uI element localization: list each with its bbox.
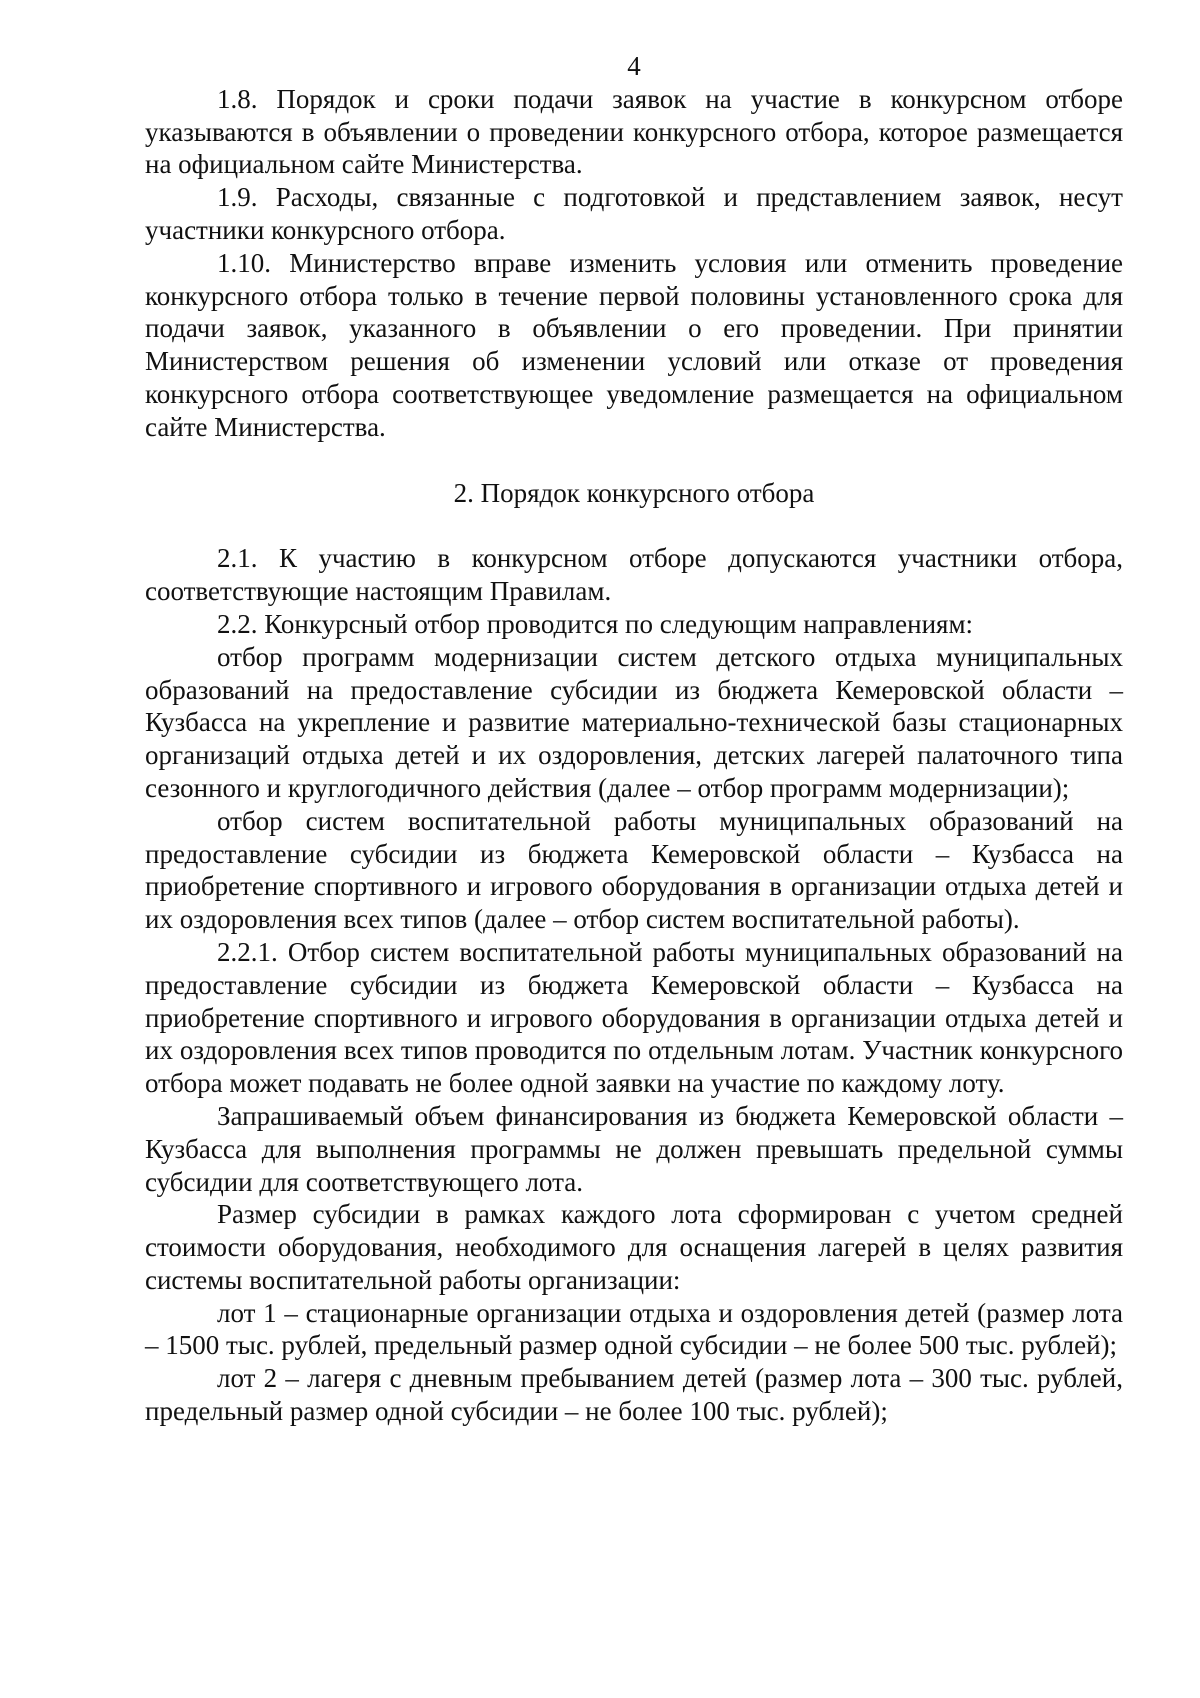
- section-title: 2. Порядок конкурсного отбора: [453, 477, 815, 508]
- paragraph-lot-1: лот 1 – стационарные организации отдыха и оздоровления детей (размер лота – 1500 тыс. рублей, предельный размер одной субсидии – не более 500 тыс. рублей);: [145, 1297, 1123, 1361]
- paragraph-1-10: 1.10. Министерство вправе изменить условия или отменить проведение конкурсного отбора только в течение первой половины установленного срока для подачи заявок, указанного в объявлении о его проведении. При принятии Министерством решения об изменении условий или отказе от проведения конкурсного отбора соответствующее уведомление размещается на официальном сайте Министерства.: [145, 247, 1123, 442]
- paragraph-lot-2: лот 2 – лагеря с дневным пребыванием детей (размер лота – 300 тыс. рублей, предельный размер одной субсидии – не более 100 тыс. рублей);: [145, 1363, 1123, 1427]
- paragraph-1-9: 1.9. Расходы, связанные с подготовкой и представлением заявок, несут участники конкурсного отбора.: [145, 182, 1123, 245]
- paragraph-2-2-1: 2.2.1. Отбор систем воспитательной работы муниципальных образований на предоставление субсидии из бюджета Кемеровской области – Кузбасса на приобретение спортивного и игрового оборудования в организации отдыха детей и их оздоровления всех типов проводится по отдельным лотам. Участник конкурсного отбора может подавать не более одной заявки на участие по каждому лоту.: [145, 936, 1123, 1099]
- paragraph-subsidy-size: Размер субсидии в рамках каждого лота сформирован с учетом средней стоимости оборудования, необходимого для оснащения лагерей в целях развития системы воспитательной работы организации:: [145, 1199, 1123, 1295]
- paragraph-2-2: 2.2. Конкурсный отбор проводится по следующим направлениям:: [217, 608, 974, 639]
- paragraph-educational-selection: отбор систем воспитательной работы муниципальных образований на предоставление субсидии из бюджета Кемеровской области – Кузбасса на приобретение спортивного и игрового оборудования в организации отдыха детей и их оздоровления всех типов (далее – отбор систем воспитательной работы).: [145, 805, 1123, 935]
- paragraph-2-1: 2.1. К участию в конкурсном отборе допускаются участники отбора, соответствующие настоящим Правилам.: [145, 543, 1123, 607]
- paragraph-1-8: 1.8. Порядок и сроки подачи заявок на участие в конкурсном отборе указываются в объявлении о проведении конкурсного отбора, которое размещается на официальном сайте Министерства.: [145, 83, 1123, 180]
- paragraph-modernization-selection: отбор программ модернизации систем детского отдыха муниципальных образований на предоставление субсидии из бюджета Кемеровской области – Кузбасса на укрепление и развитие материально-технической базы стационарных организаций отдыха детей и их оздоровления, детских лагерей палаточного типа сезонного и круглогодичного действия (далее – отбор программ модернизации);: [145, 641, 1123, 803]
- document-page: [145, 50, 1123, 1428]
- page-number: 4: [627, 51, 641, 81]
- paragraph-funding-limit: Запрашиваемый объем финансирования из бюджета Кемеровской области – Кузбасса для выполнения программы не должен превышать предельной суммы субсидии для соответствующего лота.: [145, 1100, 1123, 1197]
